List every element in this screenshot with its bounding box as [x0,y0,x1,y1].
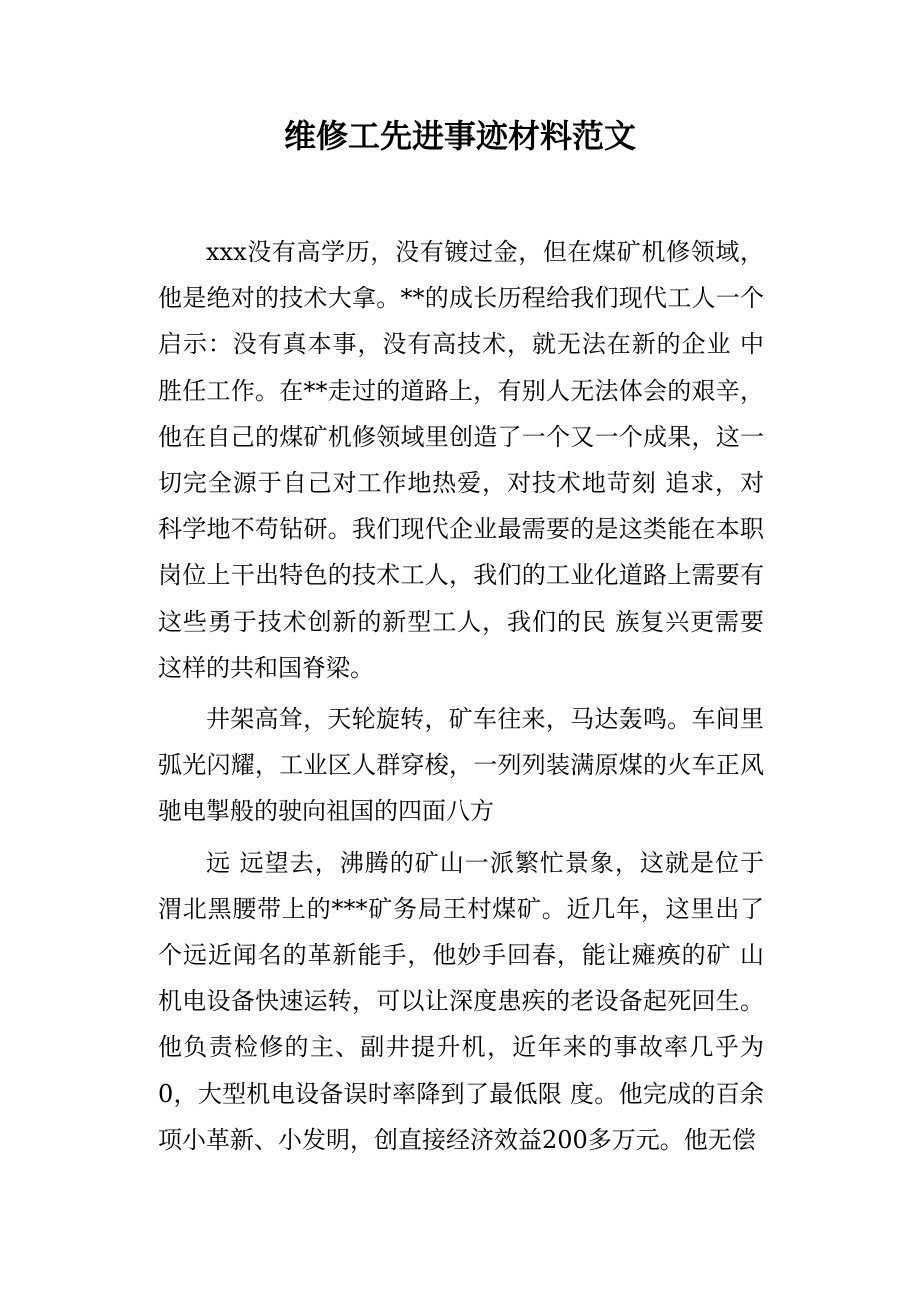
document-body [158,229,764,1168]
paragraph-3: 远 远望去，沸腾的矿山一派繁忙景象，这就是位于渭北黑腰带上的***矿务局王村煤矿。近几年，这里出了个远近闻名的革新能手，他妙手回春，能让瘫痪的矿 山机电设备快速运转，可以让深度患疾的老设备起死回生。他负责检修的主、副井提升机，近年来的事故率几乎为0，大型机电设备误时率降到了最低限 度。他完成的百余项小革新、小发明，创直接经济效益200多万元。他无偿 [158,848,764,1154]
paragraph-1: xxx没有高学历，没有镀过金，但在煤矿机修领域，他是绝对的技术大拿。**的成长历程给我们现代工人一个启示：没有真本事，没有高技术，就无法在新的企业 中胜任工作。在**走过的道路上，有别人无法体会的艰辛，他在自己的煤矿机修领域里创造了一个又一个成果，这一切完全源于自己对工作地热爱，对技术地苛刻 追求，对科学地不苟钻研。我们现代企业最需要的是这类能在本职岗位上干出特色的技术工人，我们的工业化道路上需要有这些勇于技术创新的新型工人，我们的民 族复兴更需要这样的共和国脊梁。 [158,238,764,682]
paragraph-2: 井架高耸，天轮旋转，矿车往来，马达轰鸣。车间里弧光闪耀，工业区人群穿梭，一列列装满原煤的火车正风驰电掣般的驶向祖国的四面八方 [158,705,764,826]
document-title: 维修工先进事迹材料范文 [283,117,636,155]
